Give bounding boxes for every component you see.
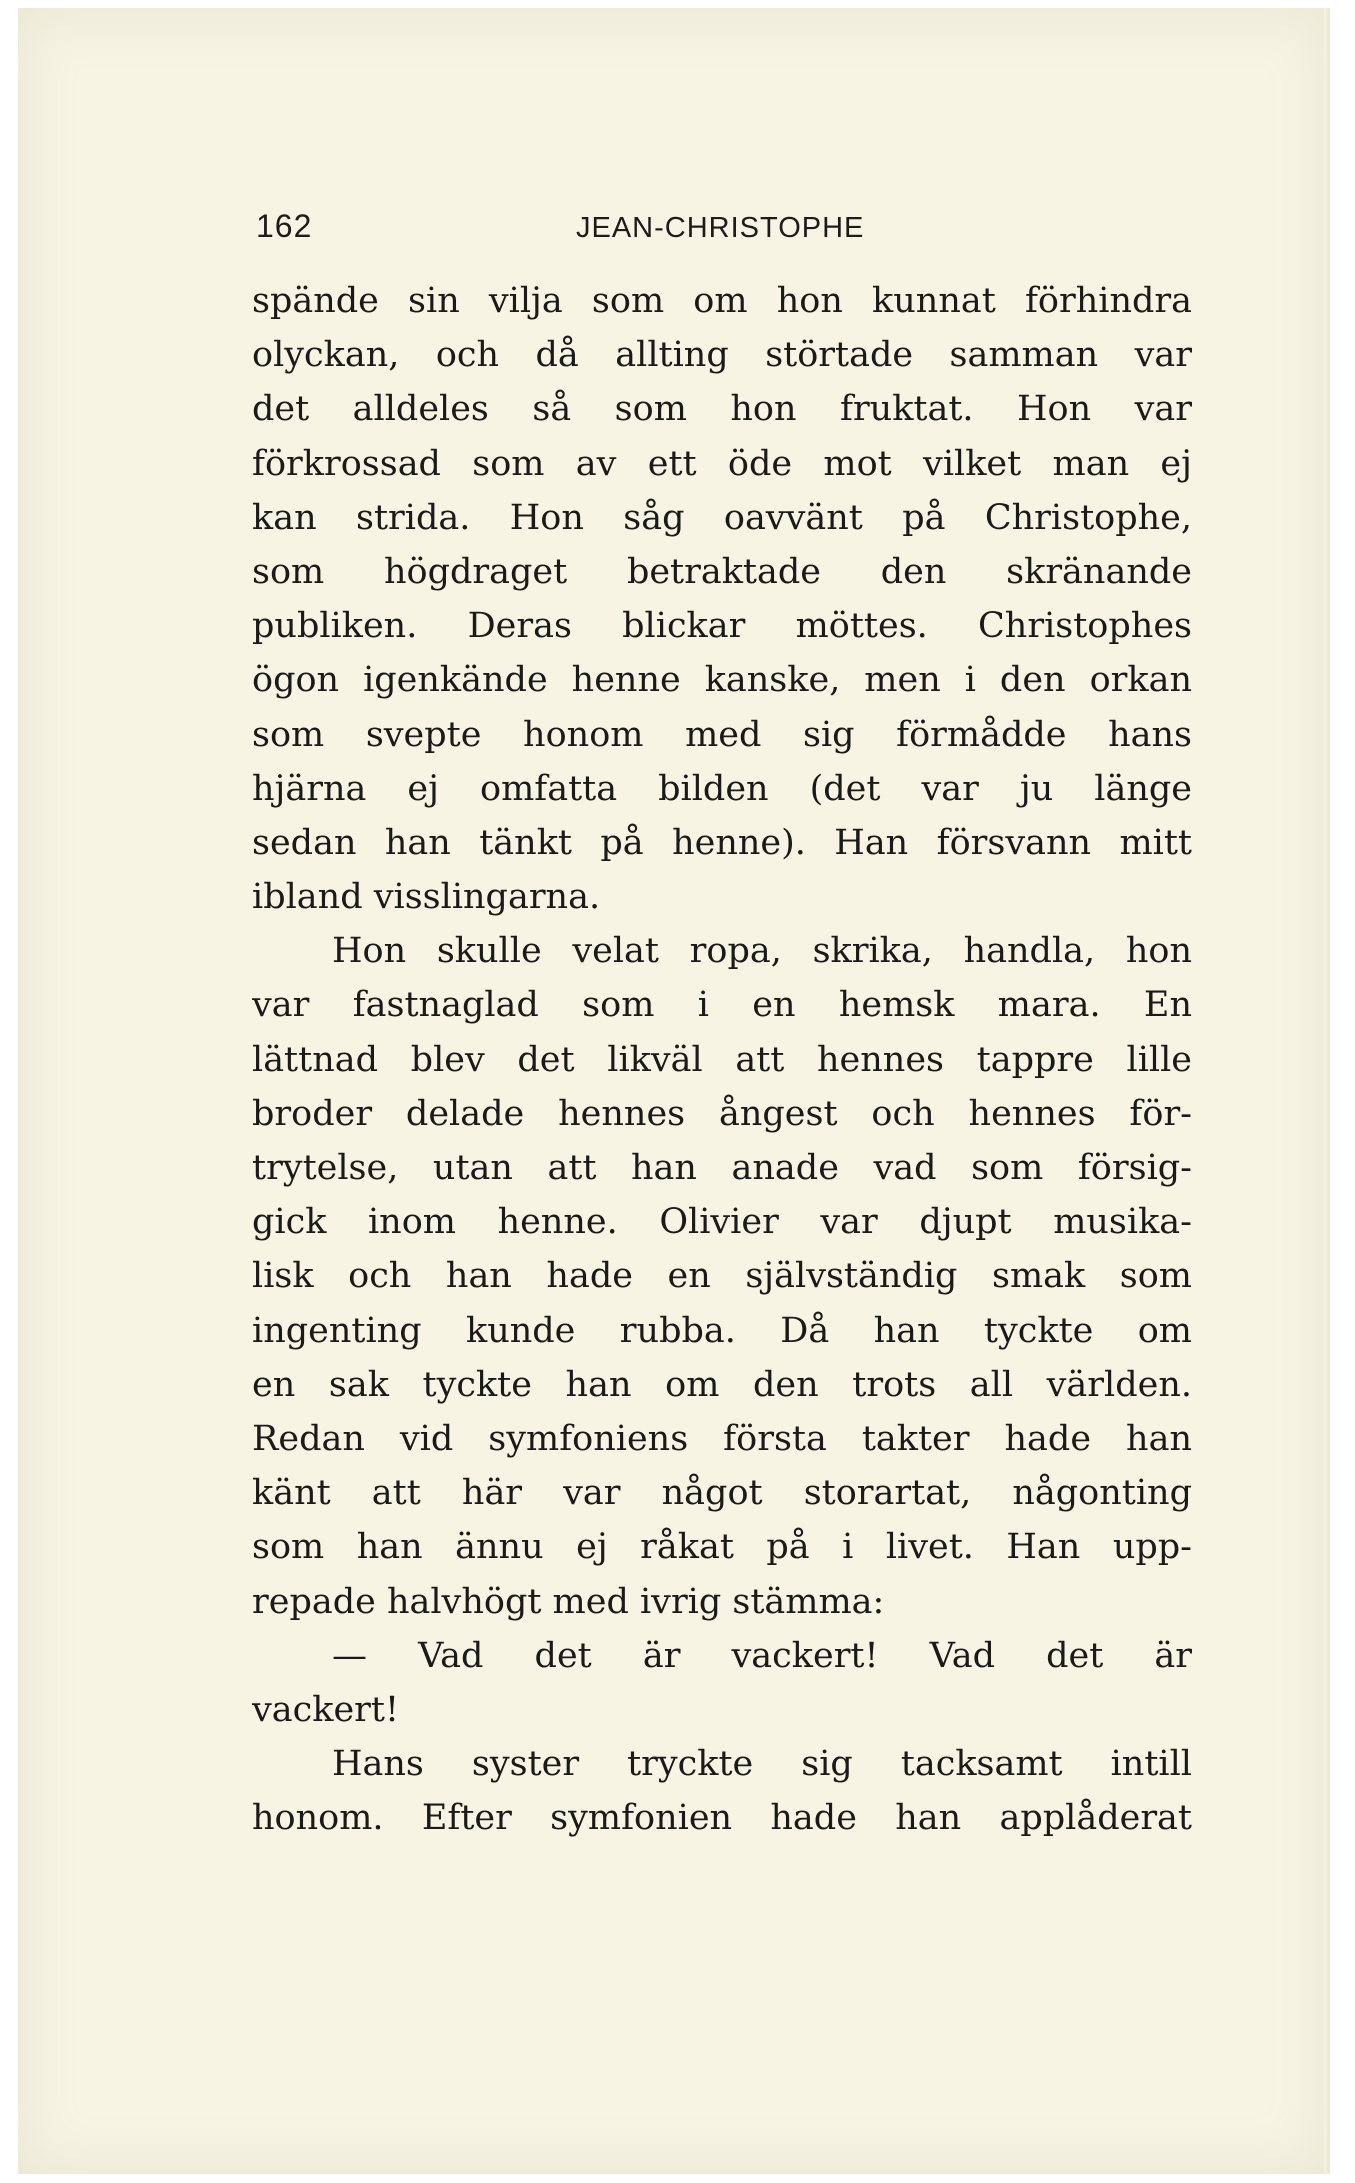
running-head: JEAN-CHRISTOPHE <box>576 212 865 244</box>
text-line: trytelse, utan att han anade vad som försig- <box>252 1148 1192 1188</box>
text-line: hjärna ej omfatta bilden (det var ju länge <box>252 768 1192 809</box>
page-edge <box>1324 8 1330 2174</box>
text-line: spände sin vilja som om hon kunnat förhindra <box>252 281 1192 321</box>
text-line: gick inom henne. Olivier var djupt musika- <box>252 1202 1192 1243</box>
text-line: Redan vid symfoniens första takter hade han <box>252 1418 1192 1459</box>
text-line: som högdraget betraktade den skränande <box>252 551 1192 592</box>
text-line: lättnad blev det likväl att hennes tappre lille <box>252 1039 1192 1080</box>
text-line: broder delade hennes ångest och hennes för- <box>252 1093 1192 1134</box>
text-line: känt att här var något storartat, någonting <box>252 1473 1192 1514</box>
text-line: — Vad det är vackert! Vad det är <box>332 1635 1192 1676</box>
text-line: publiken. Deras blickar möttes. Christophes <box>252 606 1192 647</box>
text-line: ögon igenkände henne kanske, men i den orkan <box>252 660 1192 701</box>
page-header <box>256 196 1196 256</box>
text-line: som han ännu ej råkat på i livet. Han upp- <box>252 1527 1192 1568</box>
text-line: ibland visslingarna. <box>252 877 601 918</box>
text-line: lisk och han hade en självständig smak som <box>252 1256 1192 1297</box>
text-line: vackert! <box>252 1689 400 1730</box>
text-line: förkrossad som av ett öde mot vilket man ej <box>252 443 1192 484</box>
text-line: som svepte honom med sig förmådde hans <box>252 714 1192 755</box>
body-text <box>252 274 1192 1845</box>
text-line: honom. Efter symfonien hade han applåderat <box>252 1798 1192 1839</box>
text-line: sedan han tänkt på henne). Han försvann mitt <box>252 822 1192 863</box>
text-line: var fastnaglad som i en hemsk mara. En <box>252 985 1192 1026</box>
text-line: olyckan, och då allting störtade samman var <box>252 335 1192 376</box>
text-line: en sak tyckte han om den trots all världen. <box>252 1364 1192 1405</box>
text-line: repade halvhögt med ivrig stämma: <box>252 1581 885 1622</box>
text-line: det alldeles så som hon fruktat. Hon var <box>252 389 1192 430</box>
text-line: kan strida. Hon såg oavvänt på Christophe, <box>252 497 1192 538</box>
text-line: Hon skulle velat ropa, skrika, handla, hon <box>332 931 1192 972</box>
page-number: 162 <box>256 208 313 244</box>
text-line: ingenting kunde rubba. Då han tyckte om <box>252 1310 1192 1351</box>
text-line: Hans syster tryckte sig tacksamt intill <box>332 1744 1192 1785</box>
